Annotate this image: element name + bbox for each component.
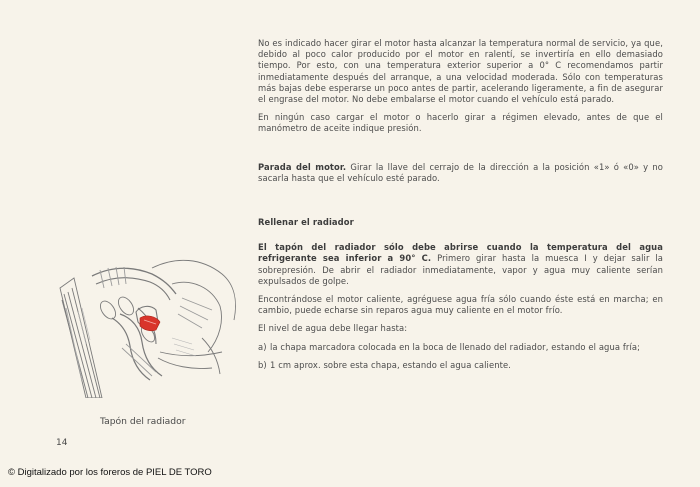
list-item-a (258, 342, 663, 353)
list-text-a: la chapa marcadora colocada en la boca de llenado del radiador, estando el agua fría; (270, 341, 641, 352)
section-heading: Rellenar el radiador (258, 217, 354, 228)
paragraph-water-level: El nivel de agua debe llegar hasta: (258, 323, 408, 334)
cap-warning-text: Primero girar hasta la muesca I y dejar salir la sobrepresión. De abrir el radiador inmediatamente, vapor y agua muy caliente serían expulsados de golpe. (258, 253, 664, 286)
engine-sketch (52, 248, 244, 398)
page-number: 14 (56, 438, 68, 448)
figure-caption: Tapón del radiador (100, 416, 186, 427)
engine-stop-label: Parada del motor. (258, 161, 347, 172)
cap-warning-bold: El tapón del radiador sólo debe abrirse cuando la temperatura del agua refrigerante sea inferior a 90° C. (258, 242, 663, 264)
list-marker-a: a) (258, 341, 267, 352)
digitization-credit: © Digitalizado por los foreros de PIEL DE TORO (8, 467, 212, 478)
paragraph-warmup: No es indicado hacer girar el motor hasta alcanzar la temperatura normal de servicio, ya que, debido al poco calor producido por el motor en ralentí, se invertiría en ello demasiado tiempo. Por esto, con una temperatura exterior superior a 0° C recomendamos partir inmediatamente después del arranque, a una velocidad moderada. Sólo con temperaturas más bajas debe esperarse un poco antes de partir, acelerando ligeramente, a fin de asegurar el engrase del motor. No debe embalarse el motor cuando el vehículo está parado. (258, 38, 663, 105)
radiator-cap-illustration (52, 248, 244, 398)
list-marker-b: b) (258, 359, 267, 370)
list-item-b (258, 360, 663, 371)
paragraph-hot-engine: Encontrándose el motor caliente, agréguese agua fría sólo cuando éste está en marcha; en cambio, puede echarse sin reparos agua muy caliente en el motor frío. (258, 294, 663, 316)
paragraph-oil-pressure: En ningún caso cargar el motor o hacerlo girar a régimen elevado, antes de que el manómetro de aceite indique presión. (258, 112, 663, 134)
engine-stop-text: Girar la llave del cerrajo de la dirección a la posición «1» ó «0» y no sacarla hasta que el vehículo esté parado. (258, 161, 663, 183)
paragraph-cap-warning (258, 242, 663, 287)
list-text-b: 1 cm aprox. sobre esta chapa, estando el agua caliente. (270, 359, 512, 370)
paragraph-engine-stop (258, 162, 663, 184)
body-text-column (258, 38, 663, 371)
